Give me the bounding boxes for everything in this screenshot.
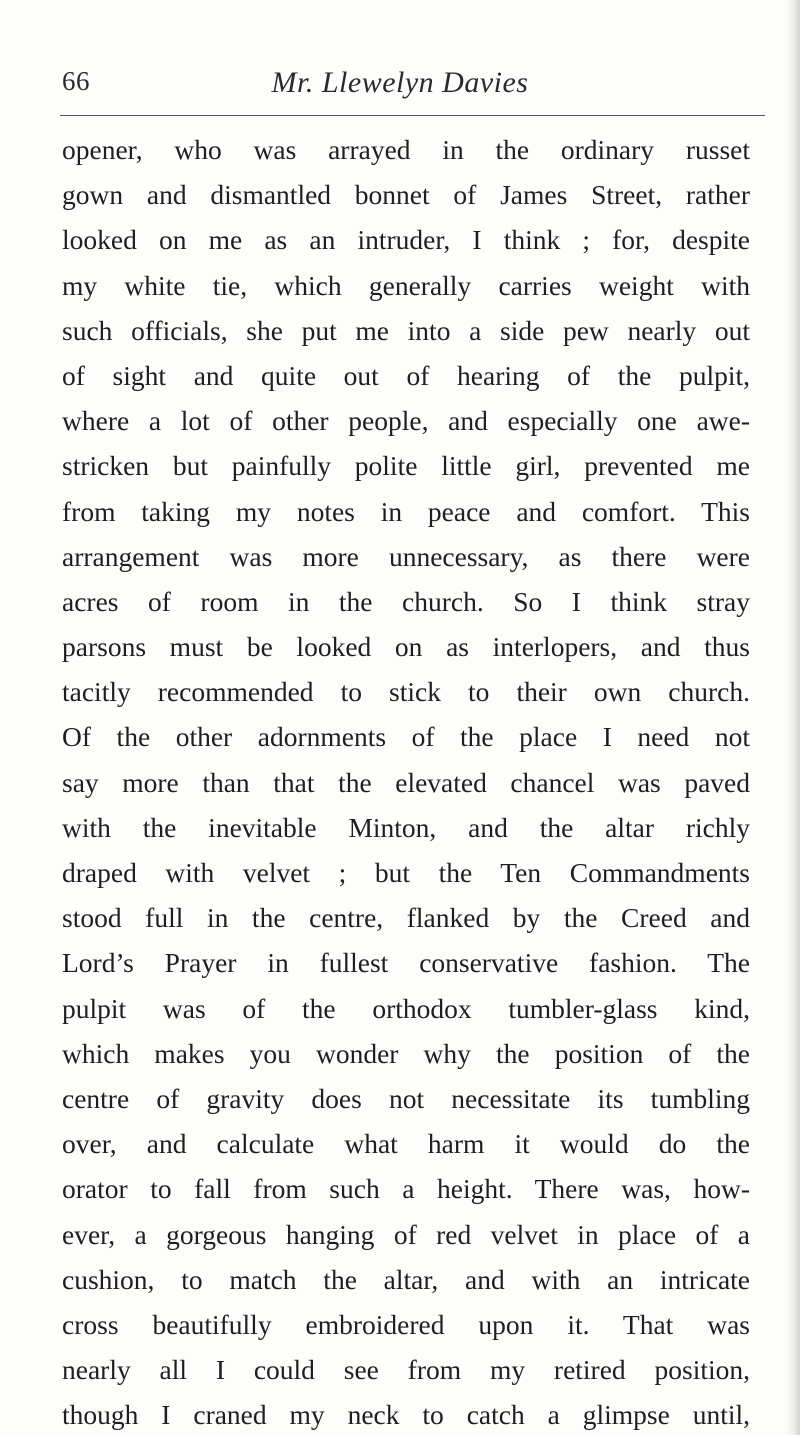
- running-title: Mr. Llewelyn Davies: [271, 66, 529, 99]
- text-line: such officials, she put me into a side pew nearly out: [62, 314, 750, 346]
- page-number: 66: [62, 66, 90, 96]
- text-line: ever, a gorgeous hanging of red velvet in place of a: [62, 1218, 750, 1250]
- text-line: though I craned my neck to catch a glimpse until,: [62, 1399, 750, 1431]
- text-line: Of the other adornments of the place I need not: [62, 721, 750, 753]
- text-line: parsons must be looked on as interlopers, and thus: [62, 631, 750, 663]
- text-line: looked on me as an intruder, I think ; for, despite: [62, 224, 750, 256]
- text-line: from taking my notes in peace and comfort. This: [62, 495, 750, 527]
- body-text: [62, 127, 750, 1437]
- text-line: acres of room in the church. So I think stray: [62, 585, 750, 617]
- text-line: my white tie, which generally carries weight with: [62, 269, 750, 301]
- text-line: tacitly recommended to stick to their own church.: [62, 676, 750, 708]
- text-line: orator to fall from such a height. There was, how-: [62, 1173, 750, 1205]
- text-line: draped with velvet ; but the Ten Commandments: [62, 857, 750, 888]
- text-line: opener, who was arrayed in the ordinary russet: [62, 134, 750, 165]
- text-line: Lord’s Prayer in fullest conservative fashion. The: [62, 947, 750, 979]
- running-head: [0, 66, 800, 106]
- text-line: cushion, to match the altar, and with an intricate: [62, 1263, 750, 1295]
- text-line: say more than that the elevated chancel was paved: [62, 766, 750, 798]
- text-line: where a lot of other people, and especially one awe-: [62, 405, 750, 437]
- text-line: arrangement was more unnecessary, as there were: [62, 540, 750, 572]
- page-edge-shadow: [786, 0, 800, 1435]
- text-line: of sight and quite out of hearing of the pulpit,: [62, 359, 750, 391]
- text-line: nearly all I could see from my retired position,: [62, 1354, 750, 1386]
- text-line: cross beautifully embroidered upon it. That was: [62, 1308, 750, 1340]
- text-line: centre of gravity does not necessitate its tumbling: [62, 1082, 750, 1114]
- text-line: over, and calculate what harm it would do the: [62, 1128, 750, 1160]
- header-rule: [60, 115, 765, 116]
- text-line: pulpit was of the orthodox tumbler-glass kind,: [62, 992, 750, 1024]
- text-line: stood full in the centre, flanked by the Creed and: [62, 902, 750, 934]
- text-line: which makes you wonder why the position of the: [62, 1037, 750, 1069]
- text-line: gown and dismantled bonnet of James Street, rather: [62, 179, 750, 211]
- text-line: with the inevitable Minton, and the altar richly: [62, 811, 750, 843]
- text-line: stricken but painfully polite little girl, prevented me: [62, 450, 750, 482]
